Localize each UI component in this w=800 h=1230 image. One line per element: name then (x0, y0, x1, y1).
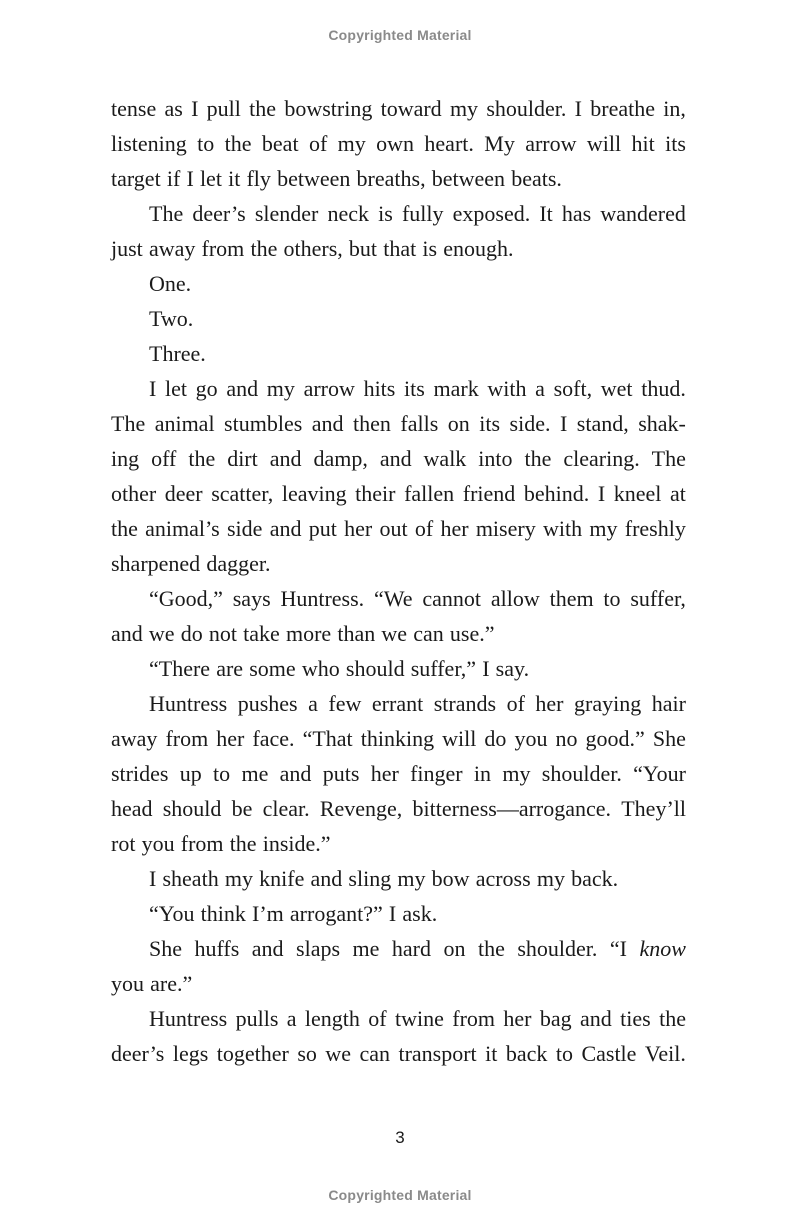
text-line: deer’s legs together so we can transport it back to Castle Veil. (111, 1041, 686, 1066)
text-line: “Good,” says Huntress. “We cannot allow them to suffer, (149, 586, 686, 611)
text-line: listening to the beat of my own heart. My arrow will hit its (111, 131, 686, 156)
text-line: ing off the dirt and damp, and walk into the clearing. The (111, 446, 686, 471)
text-line: tense as I pull the bowstring toward my shoulder. I breathe in, (111, 96, 686, 121)
text-line: Two. (149, 306, 194, 331)
copyright-watermark-bottom: Copyrighted Material (328, 1187, 472, 1203)
text-line: The deer’s slender neck is fully exposed. It has wandered (149, 201, 686, 226)
text-line: Huntress pulls a length of twine from her bag and ties the (149, 1006, 686, 1031)
text-line: head should be clear. Revenge, bitterness—arrogance. They’ll (111, 796, 686, 821)
text-line: strides up to me and puts her finger in my shoulder. “Your (111, 761, 686, 786)
text-line: Three. (149, 341, 206, 366)
text-line: “There are some who should suffer,” I say. (149, 656, 530, 681)
copyright-watermark-top: Copyrighted Material (328, 27, 472, 43)
text-line: you are.” (111, 971, 193, 996)
text-line: Huntress pushes a few errant strands of her graying hair (149, 691, 686, 716)
text-line: just away from the others, but that is enough. (111, 236, 514, 261)
text-line: She huffs and slaps me hard on the shoulder. “I know (149, 936, 686, 961)
text-line: the animal’s side and put her out of her misery with my freshly (111, 516, 686, 541)
text-line: away from her face. “That thinking will do you no good.” She (111, 726, 686, 751)
text-line: and we do not take more than we can use.” (111, 621, 495, 646)
text-line: target if I let it fly between breaths, between beats. (111, 166, 562, 191)
text-line: other deer scatter, leaving their fallen friend behind. I kneel at (111, 481, 686, 506)
text-line: rot you from the inside.” (111, 831, 331, 856)
body-text (111, 91, 686, 1071)
text-line: I let go and my arrow hits its mark with a soft, wet thud. (149, 376, 686, 401)
text-line: One. (149, 271, 192, 296)
text-line: sharpened dagger. (111, 551, 271, 576)
page-number: 3 (395, 1128, 405, 1147)
text-line: The animal stumbles and then falls on its side. I stand, shak- (111, 411, 686, 436)
text-line: “You think I’m arrogant?” I ask. (149, 901, 438, 926)
text-line: I sheath my knife and sling my bow across my back. (149, 866, 619, 891)
